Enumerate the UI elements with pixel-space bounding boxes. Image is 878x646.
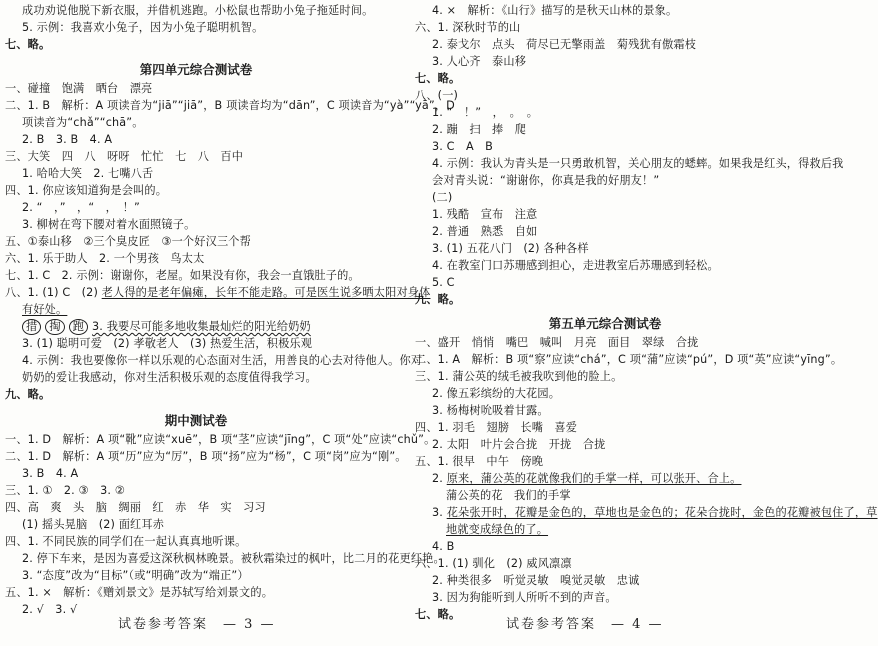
text-line: 3. C A B — [432, 140, 493, 153]
text-line: 2. 蹦 扫 捧 爬 — [432, 123, 527, 136]
page-footer: 试卷参考答案 — 4 — — [506, 617, 664, 632]
circled-char: 措 — [22, 319, 41, 335]
text-line: 四、高 爽 头 脑 绸丽 红 赤 华 实 习习 — [5, 501, 266, 514]
text-line: 3. 柳树在弯下腰对着水面照镜子。 — [22, 218, 196, 231]
text-segment: 2. — [432, 472, 447, 485]
text-line: 3. “态度”改为“目标”（或“明确”改为“端正”） — [22, 569, 249, 582]
text-line: 六、1. (1) 驯化 (2) 威风凛凛 — [415, 557, 572, 570]
underlined-answer: 地就变成绿色的了。 — [446, 523, 549, 536]
text-line: 四、1. 羽毛 翅膀 长嘴 喜爱 — [415, 421, 578, 434]
text-line: 三、大笑 四 八 呀呀 忙忙 七 八 百中 — [5, 150, 244, 163]
text-line: 2. 太阳 叶片会合拢 开拢 合拢 — [432, 438, 606, 451]
text-line: 成功劝说他脱下新衣服，并借机逃跑。小松鼠也帮助小兔子拖延时间。 — [22, 4, 374, 17]
text-line: 六、1. 乐于助人 2. 一个男孩 鸟太太 — [5, 252, 205, 265]
text-line — [22, 319, 311, 335]
page-footer: 试卷参考答案 — 3 — — [118, 617, 276, 632]
text-line: 九、略。 — [415, 293, 461, 306]
text-line: 六、1. 深秋时节的山 — [415, 21, 521, 34]
text-line: 3. (1) 五花八门 (2) 各种各样 — [432, 242, 589, 255]
text-line: 4. B — [432, 540, 455, 553]
text-line: 二、1. D 解析：A 项“历”应为“厉”，B 项“扬”应为“杨”，C 项“岗”应为“刚”。 — [5, 450, 407, 463]
text-line: 奶奶的爱让我感动，你对生活积极乐观的态度值得我学习。 — [22, 371, 317, 384]
text-line: 3. (1) 聪明可爱 (2) 孝敬老人 (3) 热爱生活，积极乐观 — [22, 337, 313, 350]
text-line: (1) 摇头晃脑 (2) 面红耳赤 — [22, 518, 165, 531]
text-line: 1. “ ！” ， 。 。 — [432, 106, 539, 119]
text-line: 2. 停下车来，是因为喜爱这深秋枫林晚景。被秋霜染过的枫叶，比二月的花更红艳。 — [22, 552, 445, 565]
section-title-unit4: 第四单元综合测试卷 — [139, 62, 253, 77]
circled-char: 掏 — [45, 319, 64, 335]
text-line: 一、碰撞 饱满 晒台 漂亮 — [5, 82, 153, 95]
text-line: 2. 普通 熟悉 自如 — [432, 225, 538, 238]
underlined-answer: 原来，蒲公英的花就像我们的手掌一样，可以张开、合上。 — [446, 472, 742, 485]
text-line: 2. 种类很多 听觉灵敏 嗅觉灵敏 忠诚 — [432, 574, 640, 587]
text-line: 5. C — [432, 276, 455, 289]
text-line: 3. 因为狗能听到人所听不到的声音。 — [432, 591, 617, 604]
text-line: 2. B 3. B 4. A — [22, 133, 113, 146]
text-line: 4. 示例：我认为青头是一只勇敢机智，关心朋友的蟋蟀。如果我是红头，得救后我 — [432, 157, 844, 170]
text-segment: 八、1. (1) C (2) — [5, 286, 102, 299]
text-line: 5. 示例：我喜欢小兔子，因为小兔子聪明机智。 — [22, 21, 264, 34]
text-line: 五、①泰山移 ②三个臭皮匠 ③一个好汉三个帮 — [5, 235, 251, 248]
text-line: 2. 泰戈尔 点头 荷尽已无擎雨盖 菊残犹有傲霜枝 — [432, 38, 697, 51]
text-line: (二) — [432, 191, 453, 204]
text-line: 四、1. 不同民族的同学们在一起认真真地听课。 — [5, 535, 247, 548]
text-line: 2. 像五彩缤纷的大花园。 — [432, 387, 561, 400]
text-line: 七、略。 — [415, 608, 461, 621]
text-line: 八、(一) — [415, 89, 459, 102]
text-line: 2. √ 3. √ — [22, 603, 78, 616]
text-line: 七、略。 — [5, 38, 51, 51]
text-line: 二、1. A 解析：B 项“察”应读“chá”，C 项“蒲”应读“pú”，D 项“英”应读“yīng”。 — [415, 353, 843, 366]
text-line: 3. B 4. A — [22, 467, 79, 480]
text-segment: 3. — [432, 506, 447, 519]
text-line: 2. “ ，” ，“ ， ！” — [22, 201, 140, 214]
text-line: 七、1. C 2. 示例：谢谢你，老屋。如果没有你，我会一直饿肚子的。 — [5, 269, 360, 282]
text-line: 五、1. × 解析：《赠刘景文》是苏轼写给刘景文的。 — [5, 586, 274, 599]
text-line: 一、盛开 悄悄 嘴巴 喊叫 月亮 面目 翠绿 合拢 — [415, 336, 699, 349]
circled-char: 跑 — [69, 319, 88, 335]
text-line: 二、1. B 解析：A 项读音为“jiā”“jiā”，B 项读音均为“dān”，C 项读音为“yà”“yā”，D — [5, 99, 455, 112]
wavy-underlined-answer: 3. 我要尽可能多地收集最灿烂的阳光给奶奶 — [92, 320, 311, 333]
text-line: 4. 在教室门口苏珊感到担心，走进教室后苏珊感到轻松。 — [432, 259, 719, 272]
text-line — [5, 286, 430, 299]
section-title-midterm: 期中测试卷 — [164, 413, 228, 428]
text-line: 3. 杨梅树吮吸着甘露。 — [432, 404, 549, 417]
text-line: 项读音为“chǎ”“chā”。 — [22, 116, 144, 129]
text-line: 三、1. 蒲公英的绒毛被我吹到他的脸上。 — [415, 370, 623, 383]
underlined-answer: 老人得的是老年偏瘫，长年不能走路。可是医生说多晒太阳对身体 — [101, 286, 431, 299]
text-line: 1. 哈哈大笑 2. 七嘴八舌 — [22, 167, 154, 180]
text-line: 蒲公英的花 我们的手掌 — [446, 489, 571, 502]
text-line: 4. 示例：我也要像你一样以乐观的心态面对生活，用善良的心去对待他人。你对 — [22, 354, 423, 367]
text-line: 1. 残酷 宣布 注意 — [432, 208, 538, 221]
section-title-unit5: 第五单元综合测试卷 — [548, 316, 662, 331]
text-line: 九、略。 — [5, 388, 51, 401]
text-line: 七、略。 — [415, 72, 461, 85]
right-column — [410, 0, 878, 646]
text-line: 4. × 解析：《山行》描写的是秋天山林的景象。 — [432, 4, 678, 17]
text-line: 3. 人心齐 泰山移 — [432, 55, 527, 68]
text-line: 三、1. ① 2. ③ 3. ② — [5, 484, 125, 497]
text-line — [432, 506, 878, 519]
underlined-answer: 有好处。 — [22, 303, 68, 316]
text-line: 会对青头说：“谢谢你，你真是我的好朋友！” — [432, 174, 660, 187]
text-line: 五、1. 很早 中午 傍晚 — [415, 455, 544, 468]
text-line: 一、1. D 解析：A 项“靴”应读“xuē”，B 项“茎”应读“jīng”，C 项“处”应读“chǔ”。 — [5, 433, 436, 446]
text-line: 四、1. 你应该知道狗是会叫的。 — [5, 184, 168, 197]
text-line — [432, 472, 741, 485]
underlined-answer: 花朵张开时，花瓣是金色的，草地也是金色的；花朵合拢时，金色的花瓣被包住了，草 — [446, 506, 878, 519]
